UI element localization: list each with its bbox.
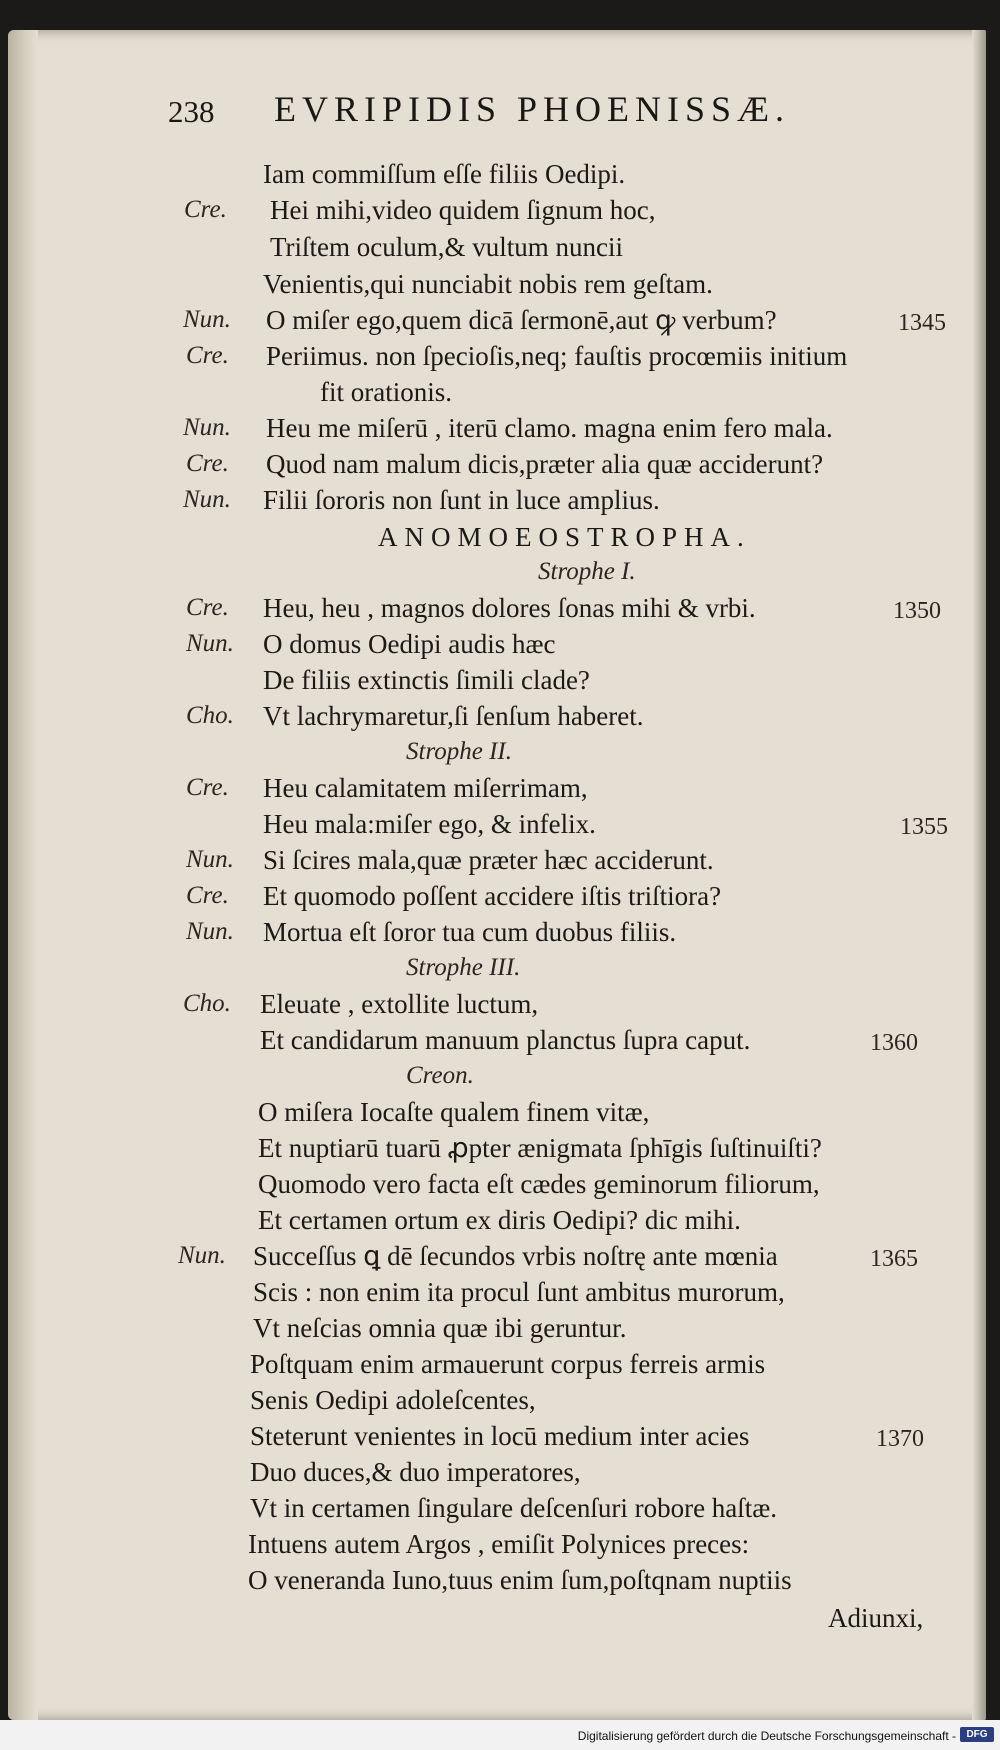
line-number: 1360 [870,1030,918,1056]
text-line: O miſer ego,quem dicā ſermonē,aut ꝙ verbum? [266,305,777,335]
text-line: Vt in certamen ſingulare deſcenſuri robore haſtæ. [250,1493,778,1523]
text-line: O miſera Iocaſte qualem finem vitæ, [258,1097,650,1127]
speaker-label: Cho. [183,990,231,1017]
speaker-label: Cre. [186,342,229,369]
speaker-heading: Creon. [406,1062,474,1089]
text-line: Poſtquam enim armauerunt corpus ferreis armis [250,1349,766,1379]
text-line: Quomodo vero facta eſt cædes geminorum filiorum, [258,1169,820,1199]
catchword: Adiunxi, [828,1603,924,1633]
text-line: O veneranda Iuno,tuus enim ſum,poſtqnam nuptiis [248,1565,792,1595]
strophe-heading: Strophe I. [538,558,636,585]
text-line: Periimus. non ſpecioſis,neq; fauſtis procœmiis initium [266,341,848,371]
speaker-label: Nun. [186,846,234,873]
book-page [8,30,986,1720]
text-line: O domus Oedipi audis hæc [263,629,556,659]
funding-notice: Digitalisierung gefördert durch die Deutsche Forschungsgemeinschaft - [577,1729,956,1743]
page-number: 238 [168,94,215,129]
line-number: 1370 [876,1426,924,1452]
text-line: Venientis,qui nunciabit nobis rem geſtam. [263,269,713,299]
text-line: Filii ſororis non ſunt in luce amplius. [263,485,660,515]
digitization-footer [0,1720,1000,1750]
speaker-label: Cre. [186,450,229,477]
speaker-label: Cho. [186,702,234,729]
text-line: Hei mihi,video quidem ſignum hoc, [270,195,656,225]
text-line: Heu, heu , magnos dolores ſonas mihi & vrbi. [263,593,756,623]
text-line: Et quomodo poſſent accidere iſtis triſtiora? [263,881,722,911]
speaker-label: Nun. [178,1242,226,1269]
line-number: 1355 [900,814,948,840]
speaker-label: Nun. [186,630,234,657]
text-line: Iam commiſſum eſſe filiis Oedipi. [263,159,626,189]
text-line: Vt lachrymaretur,ſi ſenſum haberet. [263,701,644,731]
text-line: Triſtem oculum,& vultum nuncii [270,232,624,262]
text-line: Et nuptiarū tuarū ꝓpter ænigmata ſphīgis ſuſtinuiſti? [258,1133,822,1163]
speaker-label: Nun. [183,486,231,513]
text-line: Et candidarum manuum planctus ſupra caput. [260,1025,751,1055]
line-number: 1365 [870,1246,918,1272]
line-number: 1350 [893,598,941,624]
section-heading: ANOMOEOSTROPHA. [378,522,751,552]
strophe-heading: Strophe III. [406,954,521,981]
page-edge-shadow [972,30,986,1720]
speaker-label: Cre. [186,882,229,909]
page-gutter-shadow [8,30,38,1720]
text-line: Mortua eſt ſoror tua cum duobus filiis. [263,917,677,947]
text-line: Heu calamitatem miſerrimam, [263,773,588,803]
speaker-label: Cre. [184,196,227,223]
speaker-label: Nun. [183,306,231,333]
text-line: Senis Oedipi adoleſcentes, [250,1385,536,1415]
speaker-label: Nun. [186,918,234,945]
speaker-label: Cre. [186,774,229,801]
text-line: Intuens autem Argos , emiſit Polynices preces: [248,1529,750,1559]
dfg-logo: DFG [960,1727,994,1742]
speaker-label: Nun. [183,414,231,441]
line-number: 1345 [898,310,946,336]
running-title: EVRIPIDIS PHOENISSÆ. [274,89,791,129]
text-line: Vt neſcias omnia quæ ibi geruntur. [253,1313,627,1343]
text-line: Et certamen ortum ex diris Oedipi? dic mihi. [258,1205,741,1235]
text-line: Steterunt venientes in locū medium inter acies [250,1421,750,1451]
text-line: Heu me miſerū , iterū clamo. magna enim fero mala. [266,413,833,443]
running-header [168,88,888,140]
text-line: Quod nam malum dicis,præter alia quæ acciderunt? [266,449,824,479]
text-line: Heu mala:miſer ego, & infelix. [263,809,596,839]
text-line: fit orationis. [320,377,452,407]
speaker-label: Cre. [186,594,229,621]
text-line: De filiis extinctis ſimili clade? [263,665,590,695]
text-line: Scis : non enim ita procul ſunt ambitus murorum, [253,1277,785,1307]
text-line: Succeſſus ꝗ dē ſecundos vrbis noſtrę ante mœnia [253,1241,778,1271]
strophe-heading: Strophe II. [406,738,512,765]
text-line: Eleuate , extollite luctum, [260,989,539,1019]
text-line: Si ſcires mala,quæ præter hæc acciderunt. [263,845,714,875]
text-line: Duo duces,& duo imperatores, [250,1457,581,1487]
